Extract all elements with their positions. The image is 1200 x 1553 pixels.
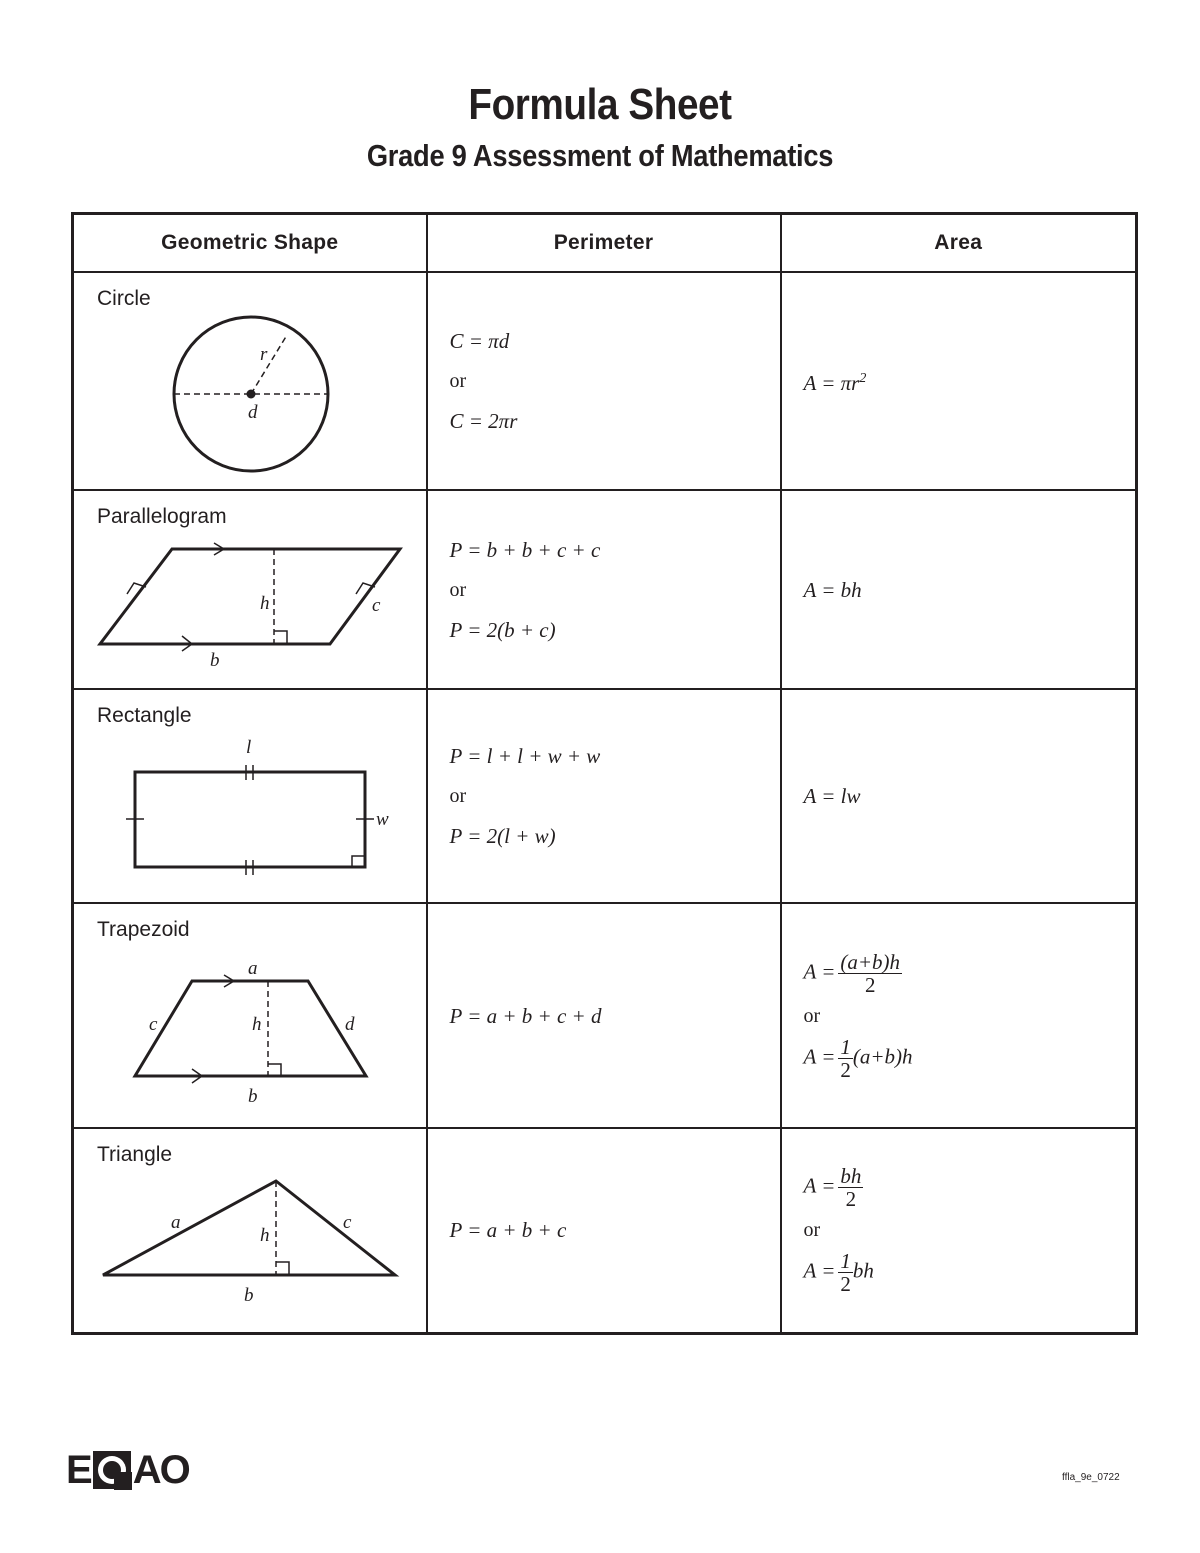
table-row-parallelogram: [73, 490, 1137, 689]
label-side-c: c: [343, 1212, 352, 1233]
label-top-a: a: [248, 958, 258, 979]
shape-cell-trapezoid: [73, 903, 427, 1128]
fraction: [838, 1036, 853, 1081]
label-base: b: [210, 650, 220, 671]
label-side-a: a: [171, 1212, 181, 1233]
fraction-numerator: 1: [840, 1249, 851, 1274]
document-code: ffla_9e_0722: [1062, 1472, 1120, 1483]
area-formula-base: A = πr: [803, 371, 860, 395]
or-text: or: [803, 1219, 821, 1242]
trapezoid-diagram: [74, 904, 424, 1129]
label-height: h: [260, 593, 270, 614]
area-formula: [804, 1036, 1136, 1081]
or-text: or: [449, 785, 467, 807]
formula-table: [71, 212, 1138, 1335]
column-header-shape: Geometric Shape: [73, 214, 427, 273]
column-header-area: Area: [781, 214, 1137, 273]
shape-name-circle: Circle: [97, 287, 151, 310]
table-row-rectangle: [73, 689, 1137, 903]
fraction: [838, 1165, 863, 1210]
shape-cell-circle: [73, 272, 427, 490]
label-base: b: [248, 1086, 258, 1107]
rectangle-diagram: [74, 690, 424, 904]
fraction-numerator: (a+b)h: [840, 949, 901, 974]
area-prefix: A =: [803, 1258, 836, 1283]
shape-cell-rectangle: [73, 689, 427, 903]
perimeter-cell-parallelogram: [427, 490, 781, 689]
label-base: b: [244, 1285, 254, 1306]
perimeter-formula: P = l + l + w + w: [449, 744, 601, 768]
label-side-c: c: [149, 1014, 158, 1035]
or-text: or: [449, 370, 467, 392]
table-row-circle: [73, 272, 1137, 490]
area-formula: [804, 359, 1136, 403]
area-formula-exponent: 2: [859, 371, 867, 386]
or-text: or: [803, 1004, 821, 1027]
area-suffix: (a+b)h: [852, 1043, 913, 1068]
area-formula: [804, 951, 1136, 996]
area-formula: [804, 1250, 1136, 1295]
fraction-denominator: 2: [845, 1187, 857, 1212]
table-row-triangle: [73, 1128, 1137, 1333]
fraction: [838, 1250, 853, 1295]
shape-cell-triangle: [73, 1128, 427, 1333]
label-length: l: [246, 737, 252, 758]
perimeter-cell-circle: [427, 272, 781, 490]
area-cell-circle: [781, 272, 1137, 490]
shape-name-trapezoid: Trapezoid: [97, 918, 190, 941]
perimeter-formula: P = a + b + c: [449, 1218, 567, 1243]
logo-text-right: AO: [132, 1447, 189, 1492]
perimeter-cell-rectangle: [427, 689, 781, 903]
label-height: h: [252, 1014, 262, 1035]
perimeter-formula: C = 2πr: [449, 409, 518, 433]
perimeter-formula: P = 2(b + c): [449, 617, 556, 642]
area-formula: A = lw: [803, 784, 861, 808]
shape-name-triangle: Triangle: [97, 1143, 173, 1166]
perimeter-formula: P = b + b + c + c: [449, 537, 601, 562]
area-prefix: A =: [803, 1173, 836, 1198]
label-side-c: c: [372, 595, 381, 616]
area-prefix: A =: [803, 958, 836, 983]
parallelogram-diagram: [74, 491, 424, 690]
label-height: h: [260, 1225, 270, 1246]
area-cell-parallelogram: [781, 490, 1137, 689]
area-cell-trapezoid: [781, 903, 1137, 1128]
area-formula: [804, 1165, 1136, 1210]
area-formula: A = bh: [803, 577, 862, 602]
eqao-logo: [66, 1448, 189, 1492]
area-suffix: bh: [852, 1258, 874, 1283]
fraction-denominator: 2: [840, 1272, 851, 1297]
perimeter-formula: P = 2(l + w): [449, 824, 556, 848]
label-side-d: d: [345, 1014, 355, 1035]
table-row-trapezoid: [73, 903, 1137, 1128]
perimeter-cell-trapezoid: [427, 903, 781, 1128]
circle-diagram: [74, 273, 424, 491]
triangle-diagram: [74, 1129, 424, 1334]
perimeter-cell-triangle: [427, 1128, 781, 1333]
column-header-perimeter: Perimeter: [427, 214, 781, 273]
fraction-numerator: bh: [840, 1164, 862, 1189]
label-width: w: [376, 809, 389, 830]
perimeter-formula: P = a + b + c + d: [449, 1003, 602, 1028]
or-text: or: [449, 578, 467, 601]
fraction-denominator: 2: [864, 972, 876, 997]
fraction-numerator: 1: [840, 1034, 851, 1059]
area-prefix: A =: [803, 1043, 836, 1068]
logo-text-left: E: [66, 1447, 91, 1492]
shape-name-parallelogram: Parallelogram: [97, 505, 227, 528]
page-subtitle: Grade 9 Assessment of Mathematics: [366, 138, 834, 173]
table-header-row: [73, 214, 1137, 273]
area-cell-rectangle: [781, 689, 1137, 903]
shape-cell-parallelogram: [73, 490, 427, 689]
label-diameter: d: [248, 402, 258, 423]
fraction: [838, 951, 902, 996]
shape-name-rectangle: Rectangle: [97, 704, 192, 727]
fraction-denominator: 2: [840, 1057, 851, 1082]
perimeter-formula: C = πd: [449, 329, 510, 353]
page-title: Formula Sheet: [468, 80, 732, 129]
label-radius: r: [260, 344, 268, 365]
area-cell-triangle: [781, 1128, 1137, 1333]
logo-mark-icon: [92, 1450, 132, 1490]
